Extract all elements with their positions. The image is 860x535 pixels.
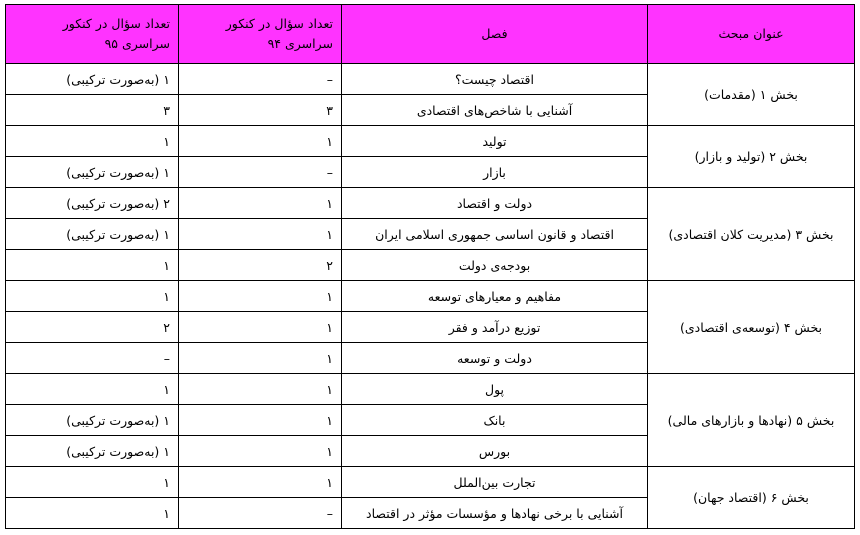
header-count-94: تعداد سؤال در کنکور سراسری ۹۴ xyxy=(179,5,342,64)
header-count-95: تعداد سؤال در کنکور سراسری ۹۵ xyxy=(6,5,179,64)
header-chapter: فصل xyxy=(342,5,648,64)
count-95-cell: ۱ xyxy=(6,467,179,498)
count-95-cell: ۱ (به‌صورت ترکیبی) xyxy=(6,436,179,467)
count-95-cell: ۱ xyxy=(6,374,179,405)
exam-questions-table xyxy=(5,4,855,529)
chapter-cell: اقتصاد و قانون اساسی جمهوری اسلامی ایران xyxy=(342,219,648,250)
chapter-cell: آشنایی با برخی نهادها و مؤسسات مؤثر در اقتصاد xyxy=(342,498,648,529)
count-94-cell: – xyxy=(179,157,342,188)
count-94-cell: ۱ xyxy=(179,281,342,312)
table-row xyxy=(6,374,855,405)
chapter-cell: دولت و اقتصاد xyxy=(342,188,648,219)
count-94-cell: – xyxy=(179,498,342,529)
count-94-cell: ۳ xyxy=(179,95,342,126)
count-94-cell: ۱ xyxy=(179,436,342,467)
chapter-cell: آشنایی با شاخص‌های اقتصادی xyxy=(342,95,648,126)
chapter-cell: بانک xyxy=(342,405,648,436)
section-topic: بخش ۱ (مقدمات) xyxy=(648,64,855,126)
count-94-cell: ۲ xyxy=(179,250,342,281)
table-row xyxy=(6,281,855,312)
count-95-cell: ۱ xyxy=(6,498,179,529)
header-row xyxy=(6,5,855,64)
count-95-cell: ۱ (به‌صورت ترکیبی) xyxy=(6,64,179,95)
count-94-cell: ۱ xyxy=(179,374,342,405)
count-94-cell: – xyxy=(179,64,342,95)
count-94-cell: ۱ xyxy=(179,188,342,219)
chapter-cell: مفاهیم و معیارهای توسعه xyxy=(342,281,648,312)
table-row xyxy=(6,467,855,498)
count-94-cell: ۱ xyxy=(179,467,342,498)
count-95-cell: – xyxy=(6,343,179,374)
chapter-cell: دولت و توسعه xyxy=(342,343,648,374)
count-94-cell: ۱ xyxy=(179,126,342,157)
table-row xyxy=(6,188,855,219)
section-topic: بخش ۳ (مدیریت کلان اقتصادی) xyxy=(648,188,855,281)
table-row xyxy=(6,126,855,157)
count-95-cell: ۱ xyxy=(6,281,179,312)
chapter-cell: تجارت بین‌الملل xyxy=(342,467,648,498)
count-94-cell: ۱ xyxy=(179,312,342,343)
count-94-cell: ۱ xyxy=(179,219,342,250)
chapter-cell: توزیع درآمد و فقر xyxy=(342,312,648,343)
chapter-cell: بورس xyxy=(342,436,648,467)
section-topic: بخش ۴ (توسعه‌ی اقتصادی) xyxy=(648,281,855,374)
chapter-cell: بازار xyxy=(342,157,648,188)
count-95-cell: ۱ (به‌صورت ترکیبی) xyxy=(6,219,179,250)
count-95-cell: ۱ xyxy=(6,126,179,157)
count-94-cell: ۱ xyxy=(179,343,342,374)
section-topic: بخش ۵ (نهادها و بازارهای مالی) xyxy=(648,374,855,467)
count-94-cell: ۱ xyxy=(179,405,342,436)
section-topic: بخش ۲ (تولید و بازار) xyxy=(648,126,855,188)
chapter-cell: پول xyxy=(342,374,648,405)
count-95-cell: ۳ xyxy=(6,95,179,126)
count-95-cell: ۱ xyxy=(6,250,179,281)
count-95-cell: ۱ (به‌صورت ترکیبی) xyxy=(6,157,179,188)
count-95-cell: ۲ xyxy=(6,312,179,343)
chapter-cell: بودجه‌ی دولت xyxy=(342,250,648,281)
count-95-cell: ۱ (به‌صورت ترکیبی) xyxy=(6,405,179,436)
section-topic: بخش ۶ (اقتصاد جهان) xyxy=(648,467,855,529)
header-topic: عنوان مبحث xyxy=(648,5,855,64)
table-row xyxy=(6,64,855,95)
count-95-cell: ۲ (به‌صورت ترکیبی) xyxy=(6,188,179,219)
chapter-cell: اقتصاد چیست؟ xyxy=(342,64,648,95)
chapter-cell: تولید xyxy=(342,126,648,157)
